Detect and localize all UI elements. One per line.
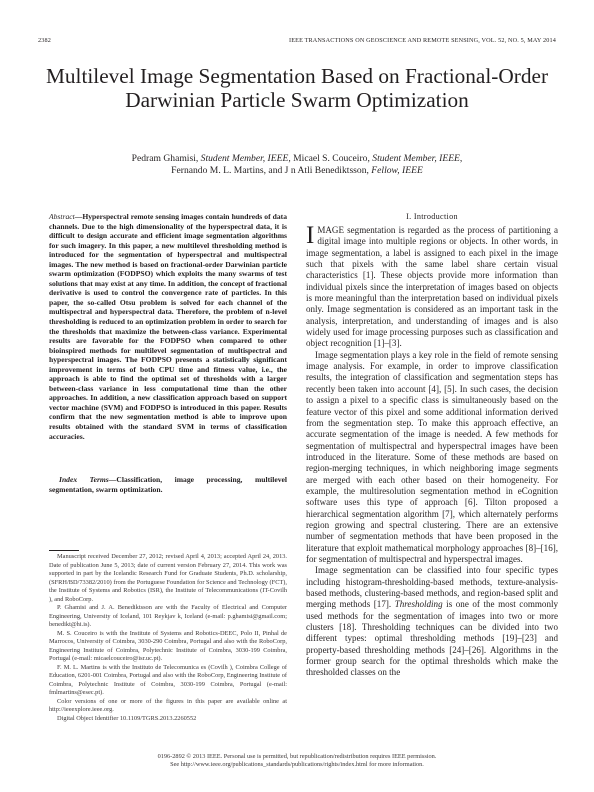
section-heading: I. Introduction — [406, 212, 458, 221]
footnotes — [49, 553, 287, 723]
author-role-2: Student Member, IEEE — [372, 153, 460, 164]
abstract-label: Abstract — [49, 212, 75, 221]
copyright-notice — [38, 753, 556, 770]
footnote-affiliation-1: P. Ghamisi and J. A. Benediktsson are with the Faculty of Electrical and Computer Engineering, University of Iceland, 101 Reykjav k, Iceland (e-mail: p.ghamisi@gmail.com; benedikt@hi.is). — [49, 604, 287, 628]
intro-p3-post: is one of the most commonly used methods for the segmentation of images into two or more clusters [18]. Thresholding techniques can be divided into two different types: optimal thresholding methods [19]–[23] and property-based thresholding methods [24]–[26]. Algorithms in the former group search for the optimal thresholds which make the thresholded classes on the — [306, 599, 558, 678]
index-terms-label: Index Terms — [59, 475, 109, 484]
intro-paragraph-3 — [306, 565, 558, 678]
introduction-body — [306, 222, 558, 679]
intro-paragraph-1 — [306, 222, 558, 350]
intro-p1-text: MAGE segmentation is regarded as the process of partitioning a digital image into multiple regions or objects. In other words, in image segmentation, a label is assigned to each pixel in the image such that pixels with the same label share certain visual characteristics [1]. These objects provide more information than individual pixels since the interpretation of images based on objects is more meaningful than the interpretation based on individual pixels only. Image segmentation is considered as an important task in the analysis, interpretation, and understanding of images and is also widely used for image processing purposes such as classification and object recognition [1]–[3]. — [306, 225, 558, 349]
drop-cap: I — [306, 222, 315, 249]
running-header — [38, 37, 556, 47]
page-number: 2382 — [38, 37, 51, 44]
copyright-line-1: 0196-2892 © 2013 IEEE. Personal use is permitted, but republication/redistribution requires IEEE permission. — [157, 753, 437, 760]
footnote-affiliation-2: M. S. Couceiro is with the Institute of Systems and Robotics-DEEC, Polo II, Pinhal de Marrocos, University of Coimbra, 3030-290 Coimbra, Portugal and also with the RoboCorp, Engineering Institute of Coimbra, Polytechnic Institute of Coimbra, 3030-199 Coimbra, Portugal (e-mail: micaelcouceiro@isr.uc.pt). — [49, 629, 287, 662]
intro-p3-em: Thresholding — [394, 599, 443, 610]
index-terms-text: —Classification, image processing, multilevel segmentation, swarm optimization. — [49, 475, 287, 494]
abstract-text: —Hyperspectral remote sensing images contain hundreds of data channels. Due to the high dimensionality of the hyperspectral data, it is difficult to design accurate and efficient image segmentation algorithms for such imagery. In this paper, a new multilevel thresholding method is introduced for the segmentation of hyperspectral and multispectral images. The new method is based on fractional-order Darwinian particle swarm optimization (FODPSO) which exploits the many swarms of test solutions that may exist at any time. In addition, the concept of fractional derivative is used to control the convergence rate of particles. In this paper, the so-called Otsu problem is solved for each channel of the multispectral and hyperspectral data. Therefore, the problem of n-level thresholding is reduced to an optimization problem in order to search for the thresholds that maximize the between-class variance. Experimental results are favorable for the FODPSO when compared to other bioinspired methods for multilevel segmentation of multispectral and hyperspectral images. The FODPSO presents a statistically significant improvement in terms of both CPU time and fitness value, i.e., the approach is able to find the optimal set of thresholds with a larger between-class variance in less computational time than the other approaches. In addition, a new classification approach based on support vector machine (SVM) and FODPSO is introduced in this paper. Results confirm that the new segmentation method is able to improve upon results obtained with the standard SVM in terms of classification accuracies. — [49, 212, 287, 441]
footnote-affiliation-3: F. M. L. Martins is with the Instituto de Telecomunica es (Covilh ), Coimbra College of Education, 6201-001 Coimbra, Portugal and also with the RoboCorp, Engineering Institute of Coimbra, Polytechnic Institute of Coimbra, 3030-199 Coimbra, Portugal (e-mail: fmlmartins@esec.pt). — [49, 663, 287, 696]
index-terms — [49, 475, 287, 494]
copyright-line-2: See http://www.ieee.org/publications_standards/publications/rights/index.html for more information. — [170, 761, 424, 769]
author-names-2: , Micael S. Couceiro, — [288, 153, 373, 164]
author-block — [38, 153, 556, 177]
footnote-doi: Digital Object Identifier 10.1109/TGRS.2013.2260552 — [57, 714, 197, 722]
footnote-manuscript: Manuscript received December 27, 2012; revised April 4, 2013; accepted April 24, 2013. Date of publication June 5, 2013; date of current version February 27, 2014. This work was supported in part by the Icelandic Research Fund for Graduate Students, Ph.D. scholarship, (SFRH/BD/73382/2010) from the Portuguese Foundation for Science and Technology (FCT), the Institute of Systems and Robotics (ISR), the Institute of Telecommunications (IT-Covilh ), and RoboCorp. — [49, 553, 287, 603]
author-role-3: Fellow, IEEE — [371, 165, 423, 177]
journal-header: IEEE TRANSACTIONS ON GEOSCIENCE AND REMOTE SENSING, VOL. 52, NO. 5, MAY 2014 — [289, 37, 556, 44]
footnote-divider — [49, 550, 79, 551]
intro-paragraph-2: Image segmentation plays a key role in the field of remote sensing image analysis. For example, in order to improve classification results, the integration of classification and segmentation steps has recently been taken into account [4], [5]. In such cases, the decision to assign a pixel to a specific class is simultaneously based on the feature vector of this pixel and some additional information derived from the segmentation step. To make this approach effective, an accurate segmentation of the image is needed. A few methods for segmentation of multispectral and hyperspectral images have been introduced in the literature. Some of these methods are based on region-merging techniques, in which neighboring image segments are merged with each other based on their homogeneity. For example, the multiresolution segmentation method in eCognition software uses this type of approach [6]. Tilton proposed a hierarchical segmentation algorithm [7], which alternately performs region growing and spectral clustering. There are an extensive number of segmentation methods that have been proposed in the literature that exploit mathematical morphology approaches [8]–[16], for segmentation of multispectral and hyperspectral images. — [306, 349, 558, 564]
author-line-1 — [38, 153, 556, 165]
author-names-1: Pedram Ghamisi, — [131, 153, 201, 164]
abstract — [49, 212, 287, 441]
author-role-1: Student Member, IEEE — [200, 153, 289, 164]
intro-p3-pre: Image segmentation can be classified into four specific types including histogram-thresholding-based methods, texture-analysis-based methods, clustering-based methods, and region-based split and merging methods [17]. — [306, 565, 558, 610]
footnote-color: Color versions of one or more of the figures in this paper are available online at http://ieeexplore.ieee.org. — [49, 697, 287, 713]
paper-title: Multilevel Image Segmentation Based on Fractional-Order Darwinian Particle Swarm Optimization — [45, 64, 549, 112]
author-sep: , — [459, 153, 463, 164]
author-line-2 — [38, 165, 556, 177]
author-names-3: Fernando M. L. Martins, and J n Atli Benediktsson, — [171, 165, 372, 177]
